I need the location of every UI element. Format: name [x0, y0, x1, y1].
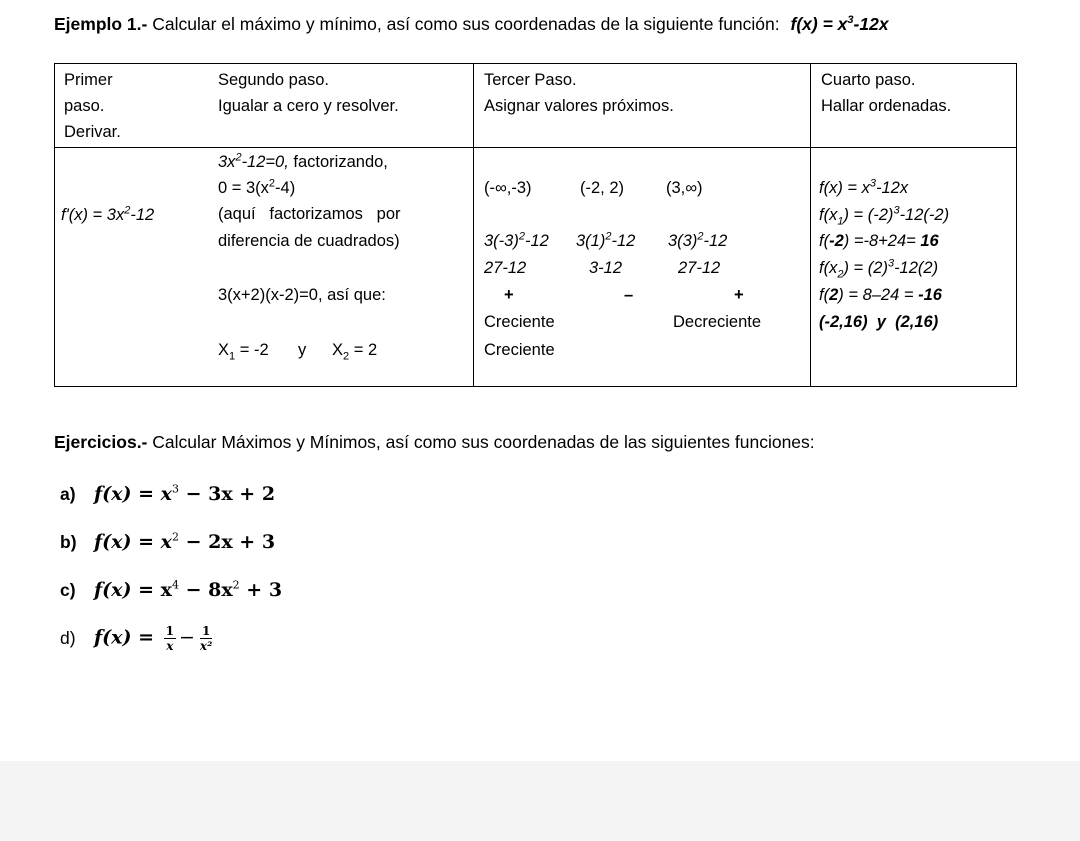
- behavior-3: Creciente: [484, 341, 555, 359]
- table-divider: [810, 64, 811, 386]
- example-lead: Ejemplo 1.-: [54, 14, 148, 34]
- coordinates: (-2,16) y (2,16): [819, 313, 939, 331]
- step4-line-3: f(-2) =-8+24= 16: [819, 232, 939, 250]
- interval-3: (3,∞): [666, 179, 703, 197]
- exercise-function: $f(x) = x^2 - 2x + 3$: [94, 530, 276, 553]
- step2-line-4: diferencia de cuadrados): [218, 232, 400, 250]
- example-text: Calcular el máximo y mínimo, así como sus coordenadas de la siguiente función:: [152, 14, 780, 34]
- col4-header-1: Cuarto paso.: [821, 71, 916, 89]
- step2-line-3: (aquí factorizamos por: [218, 205, 401, 223]
- exercise-item: [60, 531, 275, 553]
- col1-header-1: Primer: [64, 71, 113, 89]
- col1-header-3: Derivar.: [64, 123, 121, 141]
- exercise-label: b): [60, 531, 77, 552]
- exercise-item: [60, 483, 275, 505]
- exercises-title: [54, 432, 815, 453]
- exercise-function: $f(x) = x^4 - 8x^2 + 3$: [94, 578, 283, 601]
- result-2: 3-12: [589, 259, 623, 277]
- col2-header-2: Igualar a cero y resolver.: [218, 97, 399, 115]
- interval-1: (-∞,-3): [484, 179, 532, 197]
- sign-1: +: [504, 286, 514, 304]
- col3-header-2: Asignar valores próximos.: [484, 97, 674, 115]
- step4-line-5: f(2) = 8–24 = -16: [819, 286, 942, 304]
- exercise-function: $f(x) = x^3 - 3x + 2$: [94, 482, 276, 505]
- result-3: 27-12: [678, 259, 721, 277]
- derivative: $f'(x) = 3x^2-12$: [61, 204, 155, 224]
- exercise-label: d): [60, 628, 76, 648]
- sign-3: +: [734, 286, 744, 304]
- steps-table: [54, 63, 1017, 387]
- table-divider: [473, 64, 474, 386]
- step4-line-4: $f(x_2) = (2)^3-12(2)$: [819, 257, 939, 281]
- step2-line-5: 3(x+2)(x-2)=0, así que:: [218, 286, 386, 304]
- col4-header-2: Hallar ordenadas.: [821, 97, 952, 115]
- exercise-label: c): [60, 579, 76, 600]
- col2-header-1: Segundo paso.: [218, 71, 330, 89]
- table-divider: [55, 147, 1016, 148]
- root-x1: $X_1 = -2$: [218, 341, 269, 363]
- step4-line-2: $f(x_1) = (-2)^3-12(-2)$: [819, 204, 950, 228]
- step2-line-1: $3x^2-12=0$, factorizando,: [218, 151, 388, 171]
- exercise-label: a): [60, 483, 76, 504]
- sign-2: –: [624, 286, 634, 304]
- step2-line-2: $0 = 3(x^2-4)$: [218, 177, 296, 197]
- root-connector: y: [298, 341, 307, 359]
- example-title: [54, 14, 889, 35]
- exercises-lead: Ejercicios.-: [54, 432, 148, 452]
- eval-1: $3(-3)^2-12$: [484, 230, 549, 250]
- interval-2: (-2, 2): [580, 179, 625, 197]
- root-x2: $X_2 = 2$: [332, 341, 378, 363]
- exercise-function: f(x) = $\frac{1}{x}$ − $\frac{1}{\text{x²}}$: [94, 624, 213, 653]
- col3-header-1: Tercer Paso.: [484, 71, 577, 89]
- exercise-item: [60, 624, 217, 653]
- exercises-text: Calcular Máximos y Mínimos, así como sus coordenadas de las siguientes funciones:: [152, 432, 815, 452]
- behavior-2: Decreciente: [673, 313, 762, 331]
- result-1: 27-12: [484, 259, 527, 277]
- footer-band: [0, 761, 1080, 841]
- exercise-item: [60, 579, 282, 601]
- example-function: $f(x) = x^3-12x$: [790, 14, 889, 34]
- eval-3: $3(3)^2-12$: [668, 230, 728, 250]
- behavior-1: Creciente: [484, 313, 555, 331]
- col1-header-2: paso.: [64, 97, 105, 115]
- eval-2: $3(1)^2-12$: [576, 230, 636, 250]
- step4-line-1: $f(x) = x^3-12x$: [819, 177, 909, 197]
